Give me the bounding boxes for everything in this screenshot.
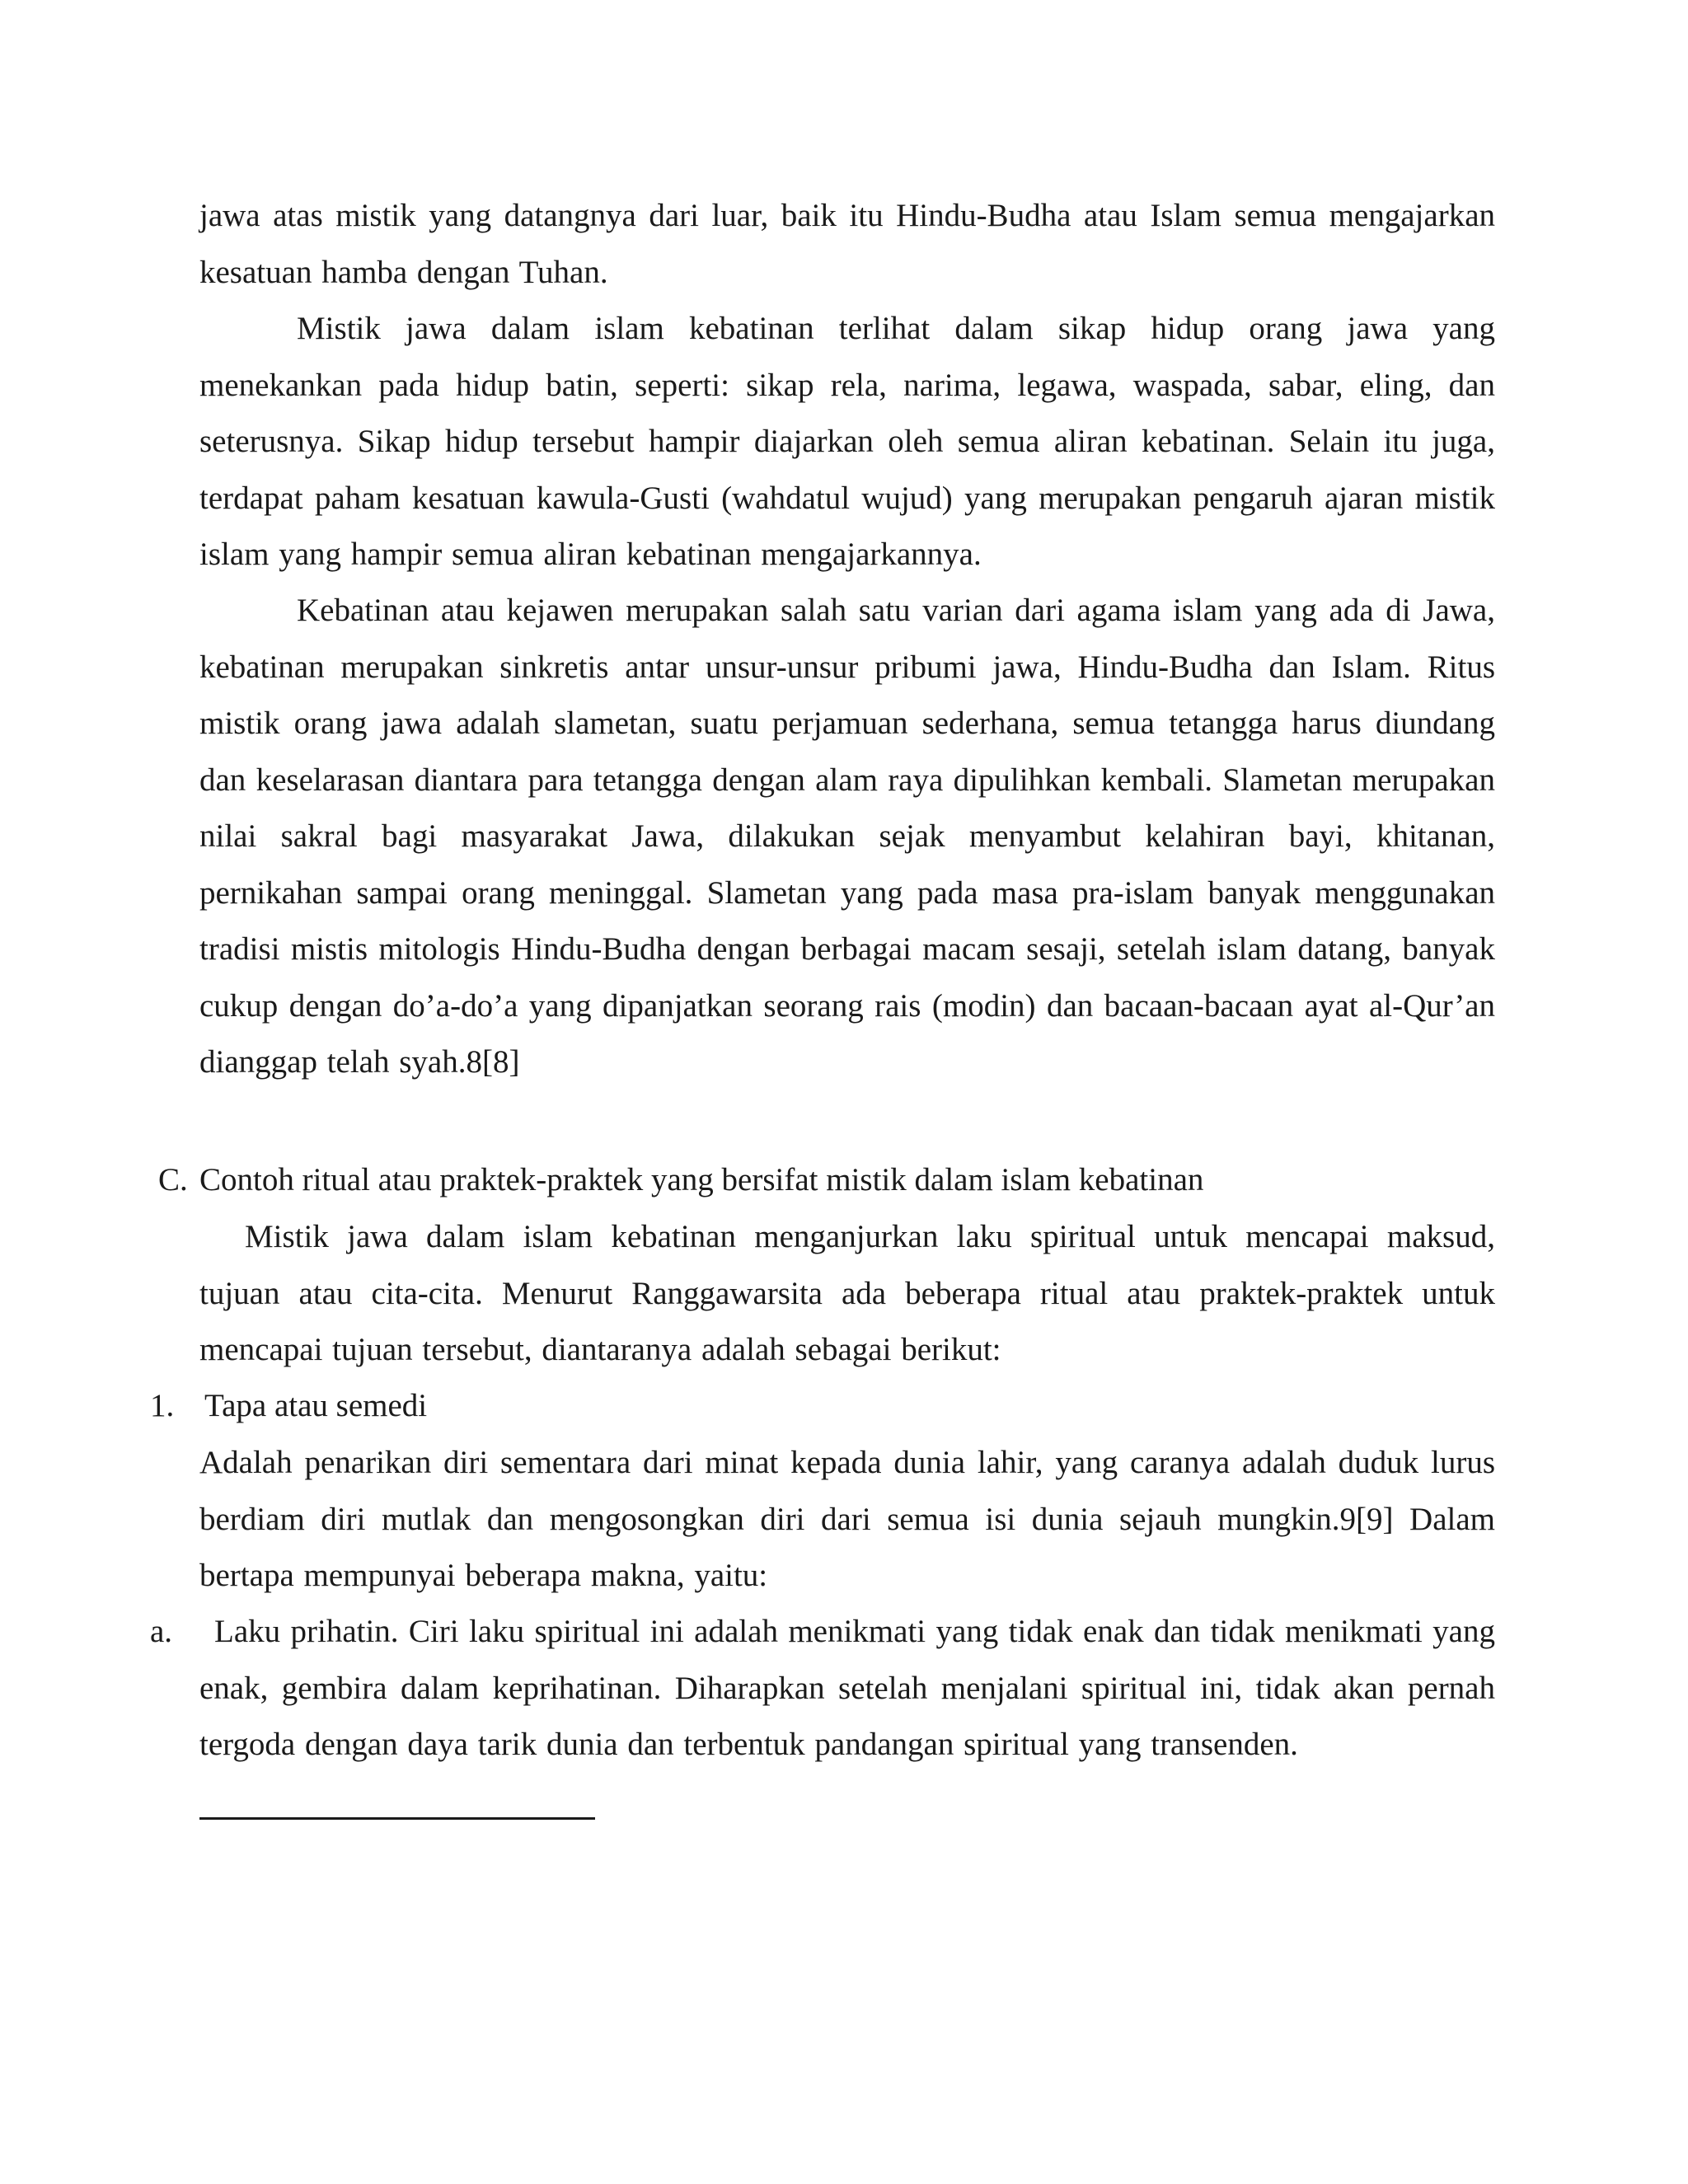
section-c-heading: Contoh ritual atau praktek-praktek yang bersifat mistik dalam islam kebatinan xyxy=(199,1162,1204,1197)
paragraph-laku-prihatin: Laku prihatin. Ciri laku spiritual ini adalah menikmati yang tidak enak dan tidak menikmati yang enak, gembira dalam keprihatinan. Diharapkan setelah menjalani spiritual ini, tidak akan pernah tergoda dengan daya tarik dunia dan terbentuk pandangan spiritual yang transenden. xyxy=(199,1614,1495,1762)
footnote-separator-line xyxy=(199,1817,595,1820)
section-c-marker: C. xyxy=(158,1162,188,1197)
paragraph-mistik-jawa: Mistik jawa dalam islam kebatinan terlihat dalam sikap hidup orang jawa yang menekankan pada hidup batin, seperti: sikap rela, narima, legawa, waspada, sabar, eling, dan seterusnya. Sikap hidup tersebut hampir diajarkan oleh semua aliran kebatinan. Selain itu juga, terdapat paham kesatuan kawula-Gusti (wahdatul wujud) yang merupakan pengaruh ajaran mistik islam yang hampir semua aliran kebatinan mengajarkannya. xyxy=(199,311,1495,572)
paragraph-kebatinan: Kebatinan atau kejawen merupakan salah satu varian dari agama islam yang ada di Jawa, kebatinan merupakan sinkretis antar unsur-unsur pribumi jawa, Hindu-Budha dan Islam. Ritus mistik orang jawa adalah slametan, suatu perjamuan sederhana, semua tetangga harus diundang dan keselarasan diantara para tetangga dengan alam raya dipulihkan kembali. Slametan merupakan nilai sakral bagi masyarakat Jawa, dilakukan sejak menyambut kelahiran bayi, khitanan, pernikahan sampai orang meninggal. Slametan yang pada masa pra-islam banyak menggunakan tradisi mistis mitologis Hindu-Budha dengan berbagai macam sesaji, setelah islam datang, banyak cukup dengan do’a-do’a yang dipanjatkan seorang rais (modin) dan bacaan-bacaan ayat al-Qur’an dianggap telah syah.8[8] xyxy=(199,593,1495,1080)
list-item-1-title: Tapa atau semedi xyxy=(204,1388,428,1423)
paragraph-laku-spiritual: Mistik jawa dalam islam kebatinan menganjurkan laku spiritual untuk mencapai maksud, tujuan atau cita-cita. Menurut Ranggawarsita ada beberapa ritual atau praktek-praktek untuk mencapai tujuan tersebut, diantaranya adalah sebagai berikut: xyxy=(199,1219,1495,1367)
paragraph-continuation: jawa atas mistik yang datangnya dari luar, baik itu Hindu-Budha atau Islam semua mengajarkan kesatuan hamba dengan Tuhan. xyxy=(199,198,1495,290)
list-item-1-marker: 1. xyxy=(150,1388,175,1423)
list-item-a-marker: a. xyxy=(150,1614,173,1649)
paragraph-tapa-definition: Adalah penarikan diri sementara dari minat kepada dunia lahir, yang caranya adalah duduk lurus berdiam diri mutlak dan mengosongkan diri dari semua isi dunia sejauh mungkin.9[9] Dalam bertapa mempunyai beberapa makna, yaitu: xyxy=(199,1445,1495,1593)
